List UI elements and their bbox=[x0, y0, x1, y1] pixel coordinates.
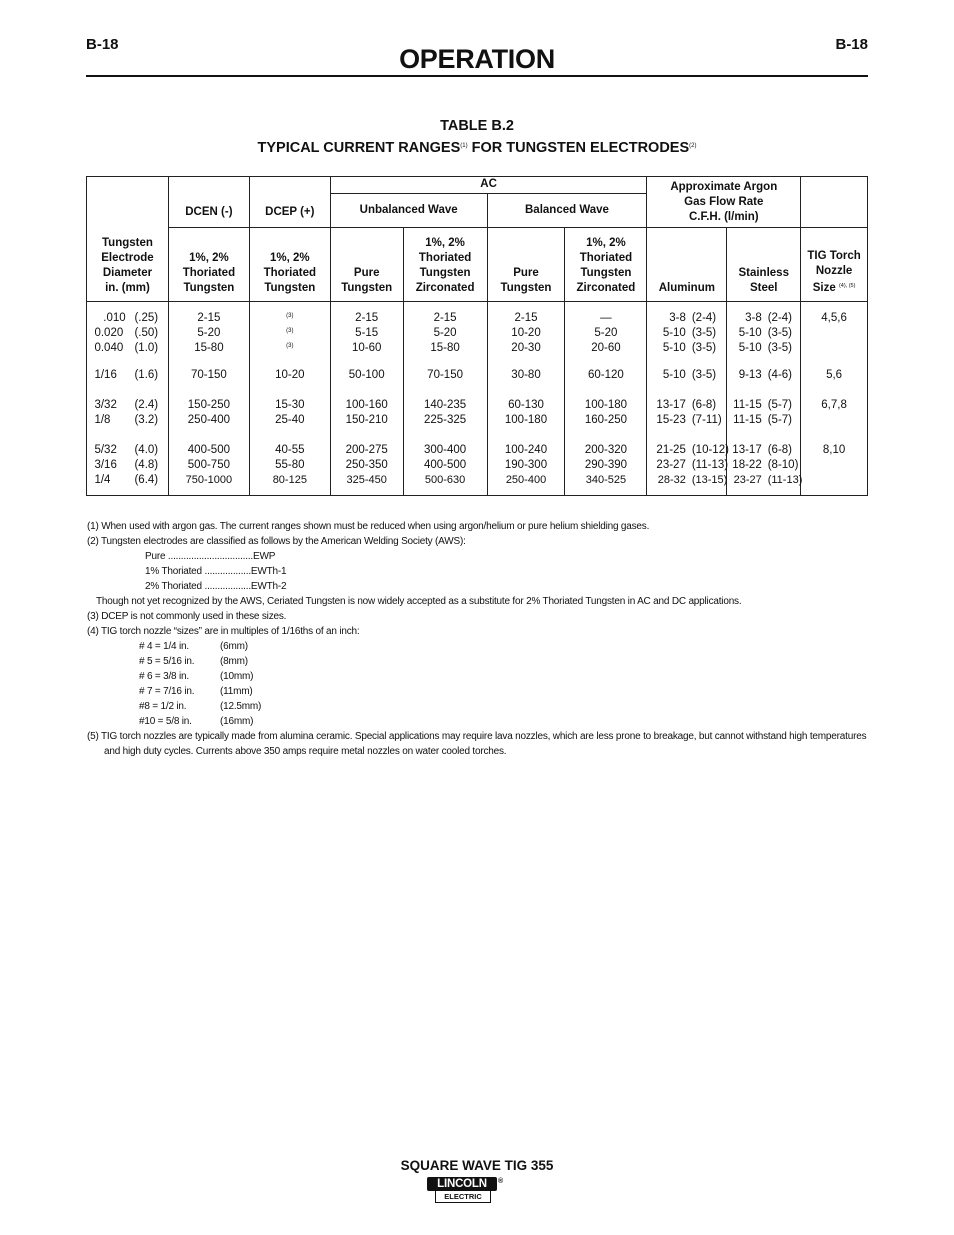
table-cell: 100-180 bbox=[504, 414, 548, 426]
table-cell: 5-20 bbox=[197, 327, 221, 339]
table-cell: 100-240 bbox=[504, 444, 548, 456]
header-bal-zirconated: 1%, 2% Thoriated Tungsten Zirconated bbox=[565, 228, 647, 302]
logo-bottom-text: ELECTRIC bbox=[435, 1191, 491, 1203]
table-cell: 80-125 bbox=[272, 474, 307, 486]
table-cell: 15-80 bbox=[430, 342, 460, 354]
col-unbal-zirconated bbox=[403, 302, 487, 496]
table-cell: 21-25 (10-12) bbox=[656, 444, 729, 456]
table-cell: 6,7,8 bbox=[821, 399, 847, 411]
table-cell: 11-15 (5-7) bbox=[733, 414, 792, 426]
nozzle-size-row: # 6 = 3/8 in. (10mm) bbox=[139, 671, 254, 682]
table-subtitle: TYPICAL CURRENT RANGES$^{(1)}$ FOR TUNGSTEN ELECTRODES$^{(2)}$ bbox=[257, 140, 697, 156]
table-cell: 190-300 bbox=[504, 459, 548, 471]
header-unbalanced-wave: Unbalanced Wave bbox=[330, 194, 487, 228]
table-cell: 5-10 (3-5) bbox=[738, 327, 792, 339]
header-argon-flow: Approximate Argon Gas Flow Rate C.F.H. (l/min) bbox=[647, 177, 801, 228]
aws-class-row: 2% Thoriated ..................EWTh-2 bbox=[145, 581, 287, 592]
col-bal-pure bbox=[487, 302, 565, 496]
table-cell: 55-80 bbox=[275, 459, 305, 471]
table-cell: 23-27 (11-13) bbox=[733, 474, 803, 486]
table-cell: 50-100 bbox=[348, 369, 385, 381]
table-cell: 11-15 (5-7) bbox=[733, 399, 792, 411]
table-cell: 5-10 (3-5) bbox=[662, 342, 717, 354]
col-stainless bbox=[727, 302, 801, 496]
table-cell: 10-20 bbox=[511, 327, 541, 339]
header-stainless: Stainless Steel bbox=[727, 228, 801, 302]
table-cell: 10-60 bbox=[351, 342, 382, 354]
table-cell: 3-8 (2-4) bbox=[669, 312, 717, 324]
table-cell: 10-20 bbox=[275, 369, 305, 381]
table-cell: 70-150 bbox=[190, 369, 227, 381]
col-dcep bbox=[249, 302, 330, 496]
table-cell: 400-500 bbox=[187, 444, 230, 456]
table-cell: 15-23 (7-11) bbox=[656, 414, 722, 426]
table-cell: 60-130 bbox=[508, 399, 544, 411]
footnotes bbox=[87, 519, 877, 759]
table-cell: 20-60 bbox=[591, 342, 621, 354]
header-bal-pure: Pure Tungsten bbox=[487, 228, 565, 302]
table-cell: 1/4 (6.4) bbox=[94, 474, 159, 486]
table-cell: 140-235 bbox=[423, 399, 467, 411]
table-cell: 20-30 bbox=[511, 342, 541, 354]
logo-top-text: LINCOLN bbox=[427, 1177, 497, 1191]
nozzle-size-row: # 4 = 1/4 in. (6mm) bbox=[139, 641, 248, 652]
header-dcep-thoriated: 1%, 2% Thoriated Tungsten bbox=[249, 228, 330, 302]
table-cell: 2-15 bbox=[355, 312, 379, 324]
col-diameter bbox=[87, 302, 169, 496]
col-nozzle bbox=[801, 302, 868, 496]
registered-mark: ® bbox=[498, 1178, 504, 1185]
header-unbal-pure: Pure Tungsten bbox=[330, 228, 403, 302]
table-cell: 0.040 (1.0) bbox=[94, 342, 159, 354]
aws-class-row: 1% Thoriated ..................EWTh-1 bbox=[145, 566, 287, 577]
lincoln-electric-logo bbox=[427, 1177, 504, 1204]
header-unbal-zirconated: 1%, 2% Thoriated Tungsten Zirconated bbox=[403, 228, 487, 302]
title-rule bbox=[86, 75, 868, 77]
table-cell: 28-32 (13-15) bbox=[657, 474, 728, 486]
table-cell: 750-1000 bbox=[185, 474, 233, 486]
footnote-1: (1) When used with argon gas. The current ranges shown must be reduced when using argon/helium or pure helium shielding gases. bbox=[87, 521, 650, 532]
header-diameter: Tungsten Electrode Diameter in. (mm) bbox=[87, 228, 169, 302]
table-cell: 250-400 bbox=[187, 414, 230, 426]
table-cell: 15-80 bbox=[194, 342, 224, 354]
header-dcen: DCEN (-) bbox=[168, 177, 249, 228]
table-cell: 5-20 bbox=[433, 327, 457, 339]
page-number-left: B-18 bbox=[86, 36, 119, 53]
table-cell: 23-27 (11-13) bbox=[656, 459, 729, 471]
table-cell: 3/16 (4.8) bbox=[94, 459, 159, 471]
header-balanced-wave: Balanced Wave bbox=[487, 194, 647, 228]
table-cell: 5/32 (4.0) bbox=[94, 444, 159, 456]
header-aluminum: Aluminum bbox=[647, 228, 727, 302]
table-cell: 5-15 bbox=[355, 327, 379, 339]
table-cell: 8,10 bbox=[822, 444, 846, 456]
table-cell: 9-13 (4-6) bbox=[738, 369, 792, 381]
col-dcen bbox=[168, 302, 249, 496]
header-nozzle: TIG Torch Nozzle Size $^{(4), (5)}$ bbox=[801, 228, 868, 302]
ceriated-note: Though not yet recognized by the AWS, Ceriated Tungsten is now widely accepted as a substitute for 2% Thoriated Tungsten in AC and DC applications. bbox=[96, 596, 742, 607]
header-dcep: DCEP (+) bbox=[249, 177, 330, 228]
nozzle-size-row: #10 = 5/8 in. (16mm) bbox=[139, 716, 254, 727]
aws-class-row: Pure .................................EWP bbox=[145, 551, 276, 562]
table-cell: — bbox=[600, 312, 612, 324]
current-ranges-table bbox=[86, 176, 868, 496]
table-cell: 100-180 bbox=[584, 399, 628, 411]
table-cell: 70-150 bbox=[427, 369, 463, 381]
table-cell: 200-320 bbox=[584, 444, 628, 456]
col-bal-zirconated bbox=[565, 302, 647, 496]
table-cell: .010 (.25) bbox=[103, 312, 159, 324]
table-title: TABLE B.2 bbox=[440, 118, 514, 134]
table-cell: 5-20 bbox=[594, 327, 618, 339]
footnote-mark: (3) bbox=[286, 313, 294, 319]
table-cell: 2-15 bbox=[514, 312, 538, 324]
table-cell: 5,6 bbox=[826, 369, 843, 381]
table-cell: 150-250 bbox=[187, 399, 230, 411]
table-cell: 3-8 (2-4) bbox=[745, 312, 792, 324]
table-cell: 40-55 bbox=[275, 444, 305, 456]
table-cell: 160-250 bbox=[584, 414, 628, 426]
table-cell: 2-15 bbox=[433, 312, 457, 324]
table-cell: 30-80 bbox=[511, 369, 541, 381]
header-corner bbox=[87, 177, 169, 228]
table-cell: 18-22 (8-10) bbox=[732, 459, 799, 471]
footnote-mark: (3) bbox=[286, 343, 294, 349]
table-cell: 25-40 bbox=[275, 414, 305, 426]
table-cell: 1/8 (3.2) bbox=[94, 414, 159, 426]
table-cell: 500-630 bbox=[424, 474, 466, 486]
table-cell: 2-15 bbox=[197, 312, 221, 324]
table-cell: 13-17 (6-8) bbox=[656, 399, 717, 411]
nozzle-size-row: # 5 = 5/16 in. (8mm) bbox=[139, 656, 248, 667]
nozzle-size-row: # 7 = 7/16 in. (11mm) bbox=[139, 686, 253, 697]
table-cell: 60-120 bbox=[588, 369, 624, 381]
table-cell: 0.020 (.50) bbox=[94, 327, 159, 339]
table-cell: 1/16 (1.6) bbox=[94, 369, 159, 381]
page-number-right: B-18 bbox=[835, 36, 868, 53]
footer-model-name: SQUARE WAVE TIG 355 bbox=[400, 1158, 554, 1173]
table-cell: 5-10 (3-5) bbox=[662, 369, 717, 381]
col-unbal-pure bbox=[330, 302, 403, 496]
table-cell: 15-30 bbox=[275, 399, 305, 411]
table-cell: 500-750 bbox=[187, 459, 230, 471]
footnote-5: (5) TIG torch nozzles are typically made from alumina ceramic. Special applications may require lava nozzles, which are less prone to breakage, but cannot withstand high temperatures and high duty cycles. Currents above 350 amps require metal nozzles on water cooled torches. bbox=[87, 731, 867, 757]
table-cell: 290-390 bbox=[584, 459, 628, 471]
footnote-4: (4) TIG torch nozzle “sizes” are in multiples of 1/16ths of an inch: bbox=[87, 626, 360, 637]
table-caption bbox=[0, 116, 954, 158]
table-cell: 4,5,6 bbox=[821, 312, 847, 324]
table-cell: 250-350 bbox=[345, 459, 388, 471]
col-aluminum bbox=[647, 302, 727, 496]
table-cell: 250-400 bbox=[505, 474, 547, 486]
table-cell: 5-10 (3-5) bbox=[662, 327, 717, 339]
table-cell: 300-400 bbox=[423, 444, 467, 456]
table-cell: 400-500 bbox=[423, 459, 467, 471]
table-cell: 3/32 (2.4) bbox=[94, 399, 159, 411]
table-cell: 5-10 (3-5) bbox=[738, 342, 792, 354]
page-title: OPERATION bbox=[399, 44, 555, 74]
table-cell: 200-275 bbox=[345, 444, 388, 456]
footnote-mark: (3) bbox=[286, 328, 294, 334]
footnote-2: (2) Tungsten electrodes are classified as follows by the American Welding Society (AWS): bbox=[87, 536, 466, 547]
header-dcen-thoriated: 1%, 2% Thoriated Tungsten bbox=[168, 228, 249, 302]
table-cell: 325-450 bbox=[346, 474, 387, 486]
footnote-3: (3) DCEP is not commonly used in these sizes. bbox=[87, 611, 287, 622]
table-cell: 100-160 bbox=[345, 399, 388, 411]
header-ac: AC bbox=[330, 177, 647, 194]
table-cell: 13-17 (6-8) bbox=[732, 444, 792, 456]
table-cell: 225-325 bbox=[423, 414, 467, 426]
header-nozzle-top bbox=[801, 177, 868, 228]
table-cell: 150-210 bbox=[345, 414, 388, 426]
nozzle-size-row: #8 = 1/2 in. (12.5mm) bbox=[139, 701, 262, 712]
table-cell: 340-525 bbox=[585, 474, 627, 486]
